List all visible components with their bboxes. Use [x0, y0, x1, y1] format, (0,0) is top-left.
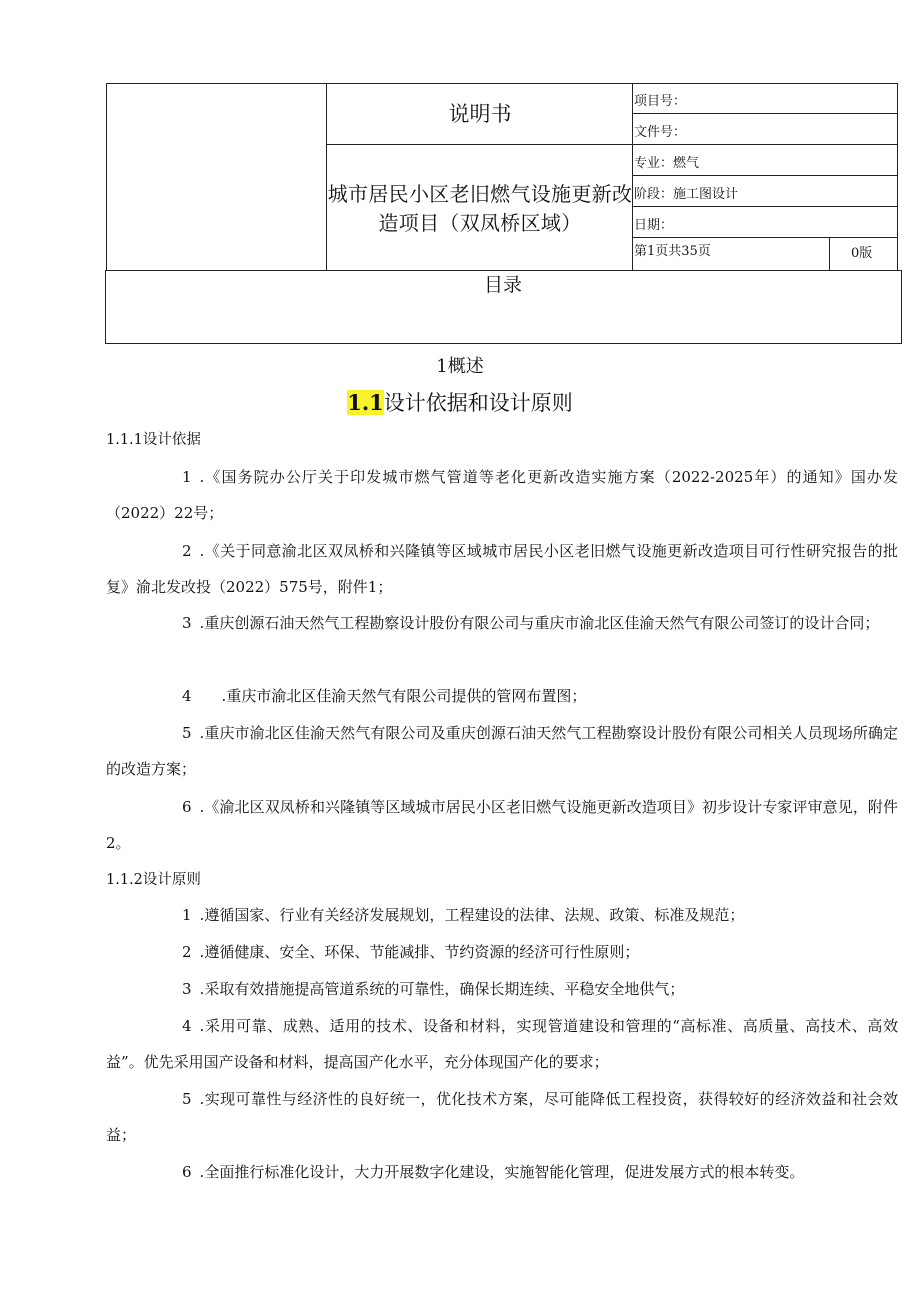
toc-border-right [901, 270, 902, 343]
principle-item-3: 3 .采取有效措施提高管道系统的可靠性，确保长期连续、平稳安全地供气； [182, 980, 685, 998]
section-heading [0, 354, 920, 380]
table-version-divider [829, 237, 830, 270]
table-row-line [632, 113, 897, 114]
basis-item-1: 1 .《国务院办公厅关于印发城市燃气管道等老化更新改造实施方案（2022-2025年）的通知》国办发（2022）22号； [106, 468, 898, 522]
table-row-line [632, 144, 897, 145]
subsection-heading [0, 388, 920, 418]
toc-label: 目录 [483, 274, 522, 296]
toc-border-bottom [105, 343, 902, 344]
basis-item-4: 4 .重庆市渝北区佳渝天然气有限公司提供的管网布置图； [182, 687, 587, 705]
principle-item-6: 6 .全面推行标准化设计，大力开展数字化建设，实施智能化管理，促进发展方式的根本转变。 [182, 1163, 805, 1181]
basis-item-3: 3 .重庆创源石油天然气工程勘察设计股份有限公司与重庆市渝北区佳渝天然气有限公司签订的设计合同； [182, 614, 880, 632]
basis-item-6: 6 .《渝北区双凤桥和兴隆镇等区域城市居民小区老旧燃气设施更新改造项目》初步设计专家评审意见，附件2。 [106, 798, 898, 852]
version-field: 0版 [851, 246, 873, 261]
principles-heading: 1.1.2设计原则 [106, 872, 201, 888]
principle-item-4: 4 .采用可靠、成熟、适用的技术、设备和材料，实现管道建设和管理的“高标准、高质量、高技术、高效益”。优先采用国产设备和材料，提高国产化水平，充分体现国产化的要求； [106, 1017, 898, 1071]
table-border-top [106, 83, 898, 84]
file-no-field: 文件号： [634, 125, 687, 140]
subsection-number: 1.1 [347, 390, 384, 415]
project-title: 城市居民小区老旧燃气设施更新改造项目（双凤桥区域） [327, 182, 633, 235]
doc-type-title: 说明书 [448, 102, 512, 126]
page-field: 第1页共35页 [634, 244, 711, 259]
basis-heading: 1.1.1设计依据 [106, 432, 201, 448]
principle-item-1: 1 .遵循国家、行业有关经济发展规划，工程建设的法律、法规、政策、标准及规范； [182, 906, 745, 924]
table-mid-divider [326, 144, 632, 145]
project-no-field: 项目号： [634, 94, 687, 109]
principle-item-2: 2 .遵循健康、安全、环保、节能减排、节约资源的经济可行性原则； [182, 943, 640, 961]
stage-field: 阶段：施工图设计 [634, 187, 739, 202]
table-border-right [897, 83, 898, 270]
table-row-line [632, 237, 897, 238]
table-border-bottom [106, 270, 902, 271]
principle-item-5: 5 .实现可靠性与经济性的良好统一，优化技术方案，尽可能降低工程投资，获得较好的经济效益和社会效益； [106, 1090, 898, 1144]
table-border-left [106, 83, 107, 270]
table-row-line [632, 206, 897, 207]
specialty-field: 专业：燃气 [634, 156, 700, 171]
section-title: 1概述 [436, 356, 484, 377]
date-field: 日期： [634, 218, 674, 233]
basis-item-2: 2 .《关于同意渝北区双凤桥和兴隆镇等区域城市居民小区老旧燃气设施更新改造项目可行性研究报告的批复》渝北发改投（2022）575号，附件1； [106, 542, 898, 596]
basis-item-5: 5 .重庆市渝北区佳渝天然气有限公司及重庆创源石油天然气工程勘察设计股份有限公司相关人员现场所确定的改造方案； [106, 724, 898, 778]
subsection-title: 设计依据和设计原则 [383, 391, 573, 415]
table-row-line [632, 175, 897, 176]
